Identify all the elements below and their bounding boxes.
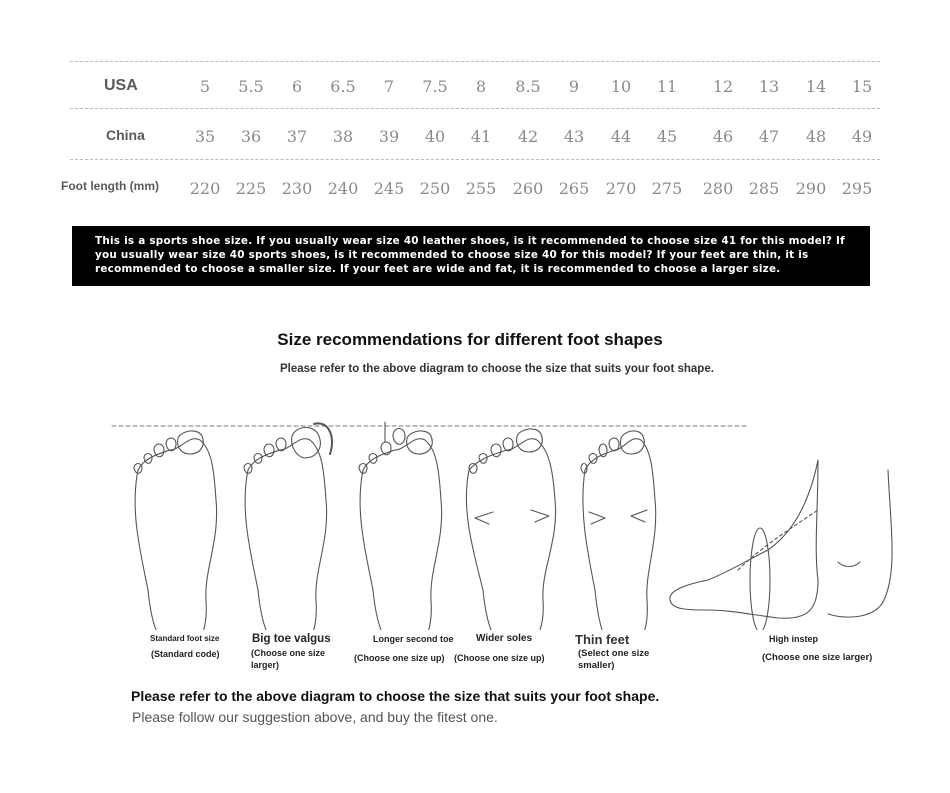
big-toe-valgus-caption: Big toe valgus (252, 633, 331, 645)
footer-note: Please follow our suggestion above, and buy the fitest one. (132, 709, 498, 725)
big-toe-valgus-icon (244, 423, 332, 630)
usa-size-cell: 6 (291, 77, 303, 96)
foot-length-cell: 220 (189, 179, 221, 198)
china-size-cell: 48 (805, 127, 827, 146)
china-size-cell: 41 (470, 127, 492, 146)
china-size-cell: 38 (332, 127, 354, 146)
table-rule (70, 61, 880, 62)
usa-label: USA (104, 77, 138, 94)
usa-size-cell: 7.5 (422, 77, 448, 96)
china-size-row (60, 127, 882, 167)
china-size-cell: 44 (610, 127, 632, 146)
foot-length-cell: 255 (465, 179, 497, 198)
size-notice: This is a sports shoe size. If you usually wear size 40 leather shoes, is it recommended to choose size 41 for this model? If you usually wear size 40 sports shoes, is it recommended to choose size 40 for this model? If your feet are thin, it is recommended to choose a smaller size. If your feet are wide and fat, it is recommended to choose a larger size. (72, 226, 870, 286)
usa-size-row (60, 77, 882, 117)
longer-second-toe-caption: Longer second toe (373, 634, 454, 644)
foot-length-cell: 295 (841, 179, 873, 198)
china-size-cell: 45 (656, 127, 678, 146)
china-size-cell: 40 (424, 127, 446, 146)
china-size-cell: 35 (194, 127, 216, 146)
thin-feet-icon (581, 431, 656, 630)
high-instep-advice: (Choose one size larger) (762, 652, 873, 663)
foot-length-cell: 240 (327, 179, 359, 198)
usa-size-cell: 12 (712, 77, 734, 96)
foot-length-cell: 250 (419, 179, 451, 198)
footer-instruction: Please refer to the above diagram to choose the size that suits your foot shape. (131, 688, 660, 704)
usa-size-cell: 8 (475, 77, 487, 96)
foot-length-cell: 265 (558, 179, 590, 198)
china-size-cell: 36 (240, 127, 262, 146)
foot-length-cell: 290 (795, 179, 827, 198)
usa-size-cell: 8.5 (515, 77, 541, 96)
china-size-cell: 39 (378, 127, 400, 146)
foot-length-cell: 275 (651, 179, 683, 198)
foot-length-cell: 245 (373, 179, 405, 198)
standard-foot-icon (134, 431, 217, 630)
china-size-cell: 43 (563, 127, 585, 146)
big-toe-valgus-advice: (Choose one size larger) (251, 648, 326, 670)
usa-size-cell: 7 (383, 77, 395, 96)
foot-length-cell: 285 (748, 179, 780, 198)
china-size-cell: 46 (712, 127, 734, 146)
wider-soles-icon (466, 429, 555, 630)
usa-size-cell: 15 (851, 77, 873, 96)
foot-length-cell: 270 (605, 179, 637, 198)
usa-size-cell: 5 (199, 77, 211, 96)
recommendations-title: Size recommendations for different foot shapes (277, 330, 663, 349)
longer-second-toe-icon (359, 422, 442, 630)
china-size-cell: 42 (517, 127, 539, 146)
foot-length-row (60, 179, 882, 219)
usa-size-cell: 9 (568, 77, 580, 96)
foot-length-label: Foot length (mm) (61, 179, 159, 193)
china-size-cell: 37 (286, 127, 308, 146)
high-instep-icon (670, 460, 892, 630)
foot-length-cell: 280 (702, 179, 734, 198)
usa-size-cell: 5.5 (238, 77, 264, 96)
longer-second-toe-advice: (Choose one size up) (354, 653, 445, 663)
thin-feet-advice: (Select one size smaller) (578, 648, 650, 671)
wider-soles-caption: Wider soles (476, 633, 533, 644)
thin-feet-caption: Thin feet (575, 632, 630, 647)
usa-size-cell: 14 (805, 77, 827, 96)
high-instep-caption: High instep (769, 634, 818, 644)
china-label: China (106, 127, 145, 143)
usa-size-cell: 10 (610, 77, 632, 96)
standard-foot-advice: (Standard code) (151, 649, 220, 659)
foot-length-cell: 260 (512, 179, 544, 198)
foot-length-cell: 230 (281, 179, 313, 198)
wider-soles-advice: (Choose one size up) (454, 653, 545, 663)
china-size-cell: 49 (851, 127, 873, 146)
foot-length-cell: 225 (235, 179, 267, 198)
foot-shapes-illustration (100, 410, 900, 630)
china-size-cell: 47 (758, 127, 780, 146)
usa-size-cell: 13 (758, 77, 780, 96)
recommendations-subtitle: Please refer to the above diagram to choose the size that suits your foot shape. (280, 363, 714, 375)
standard-foot-caption: Standard foot size (150, 634, 220, 643)
usa-size-cell: 11 (656, 77, 678, 96)
usa-size-cell: 6.5 (330, 77, 356, 96)
